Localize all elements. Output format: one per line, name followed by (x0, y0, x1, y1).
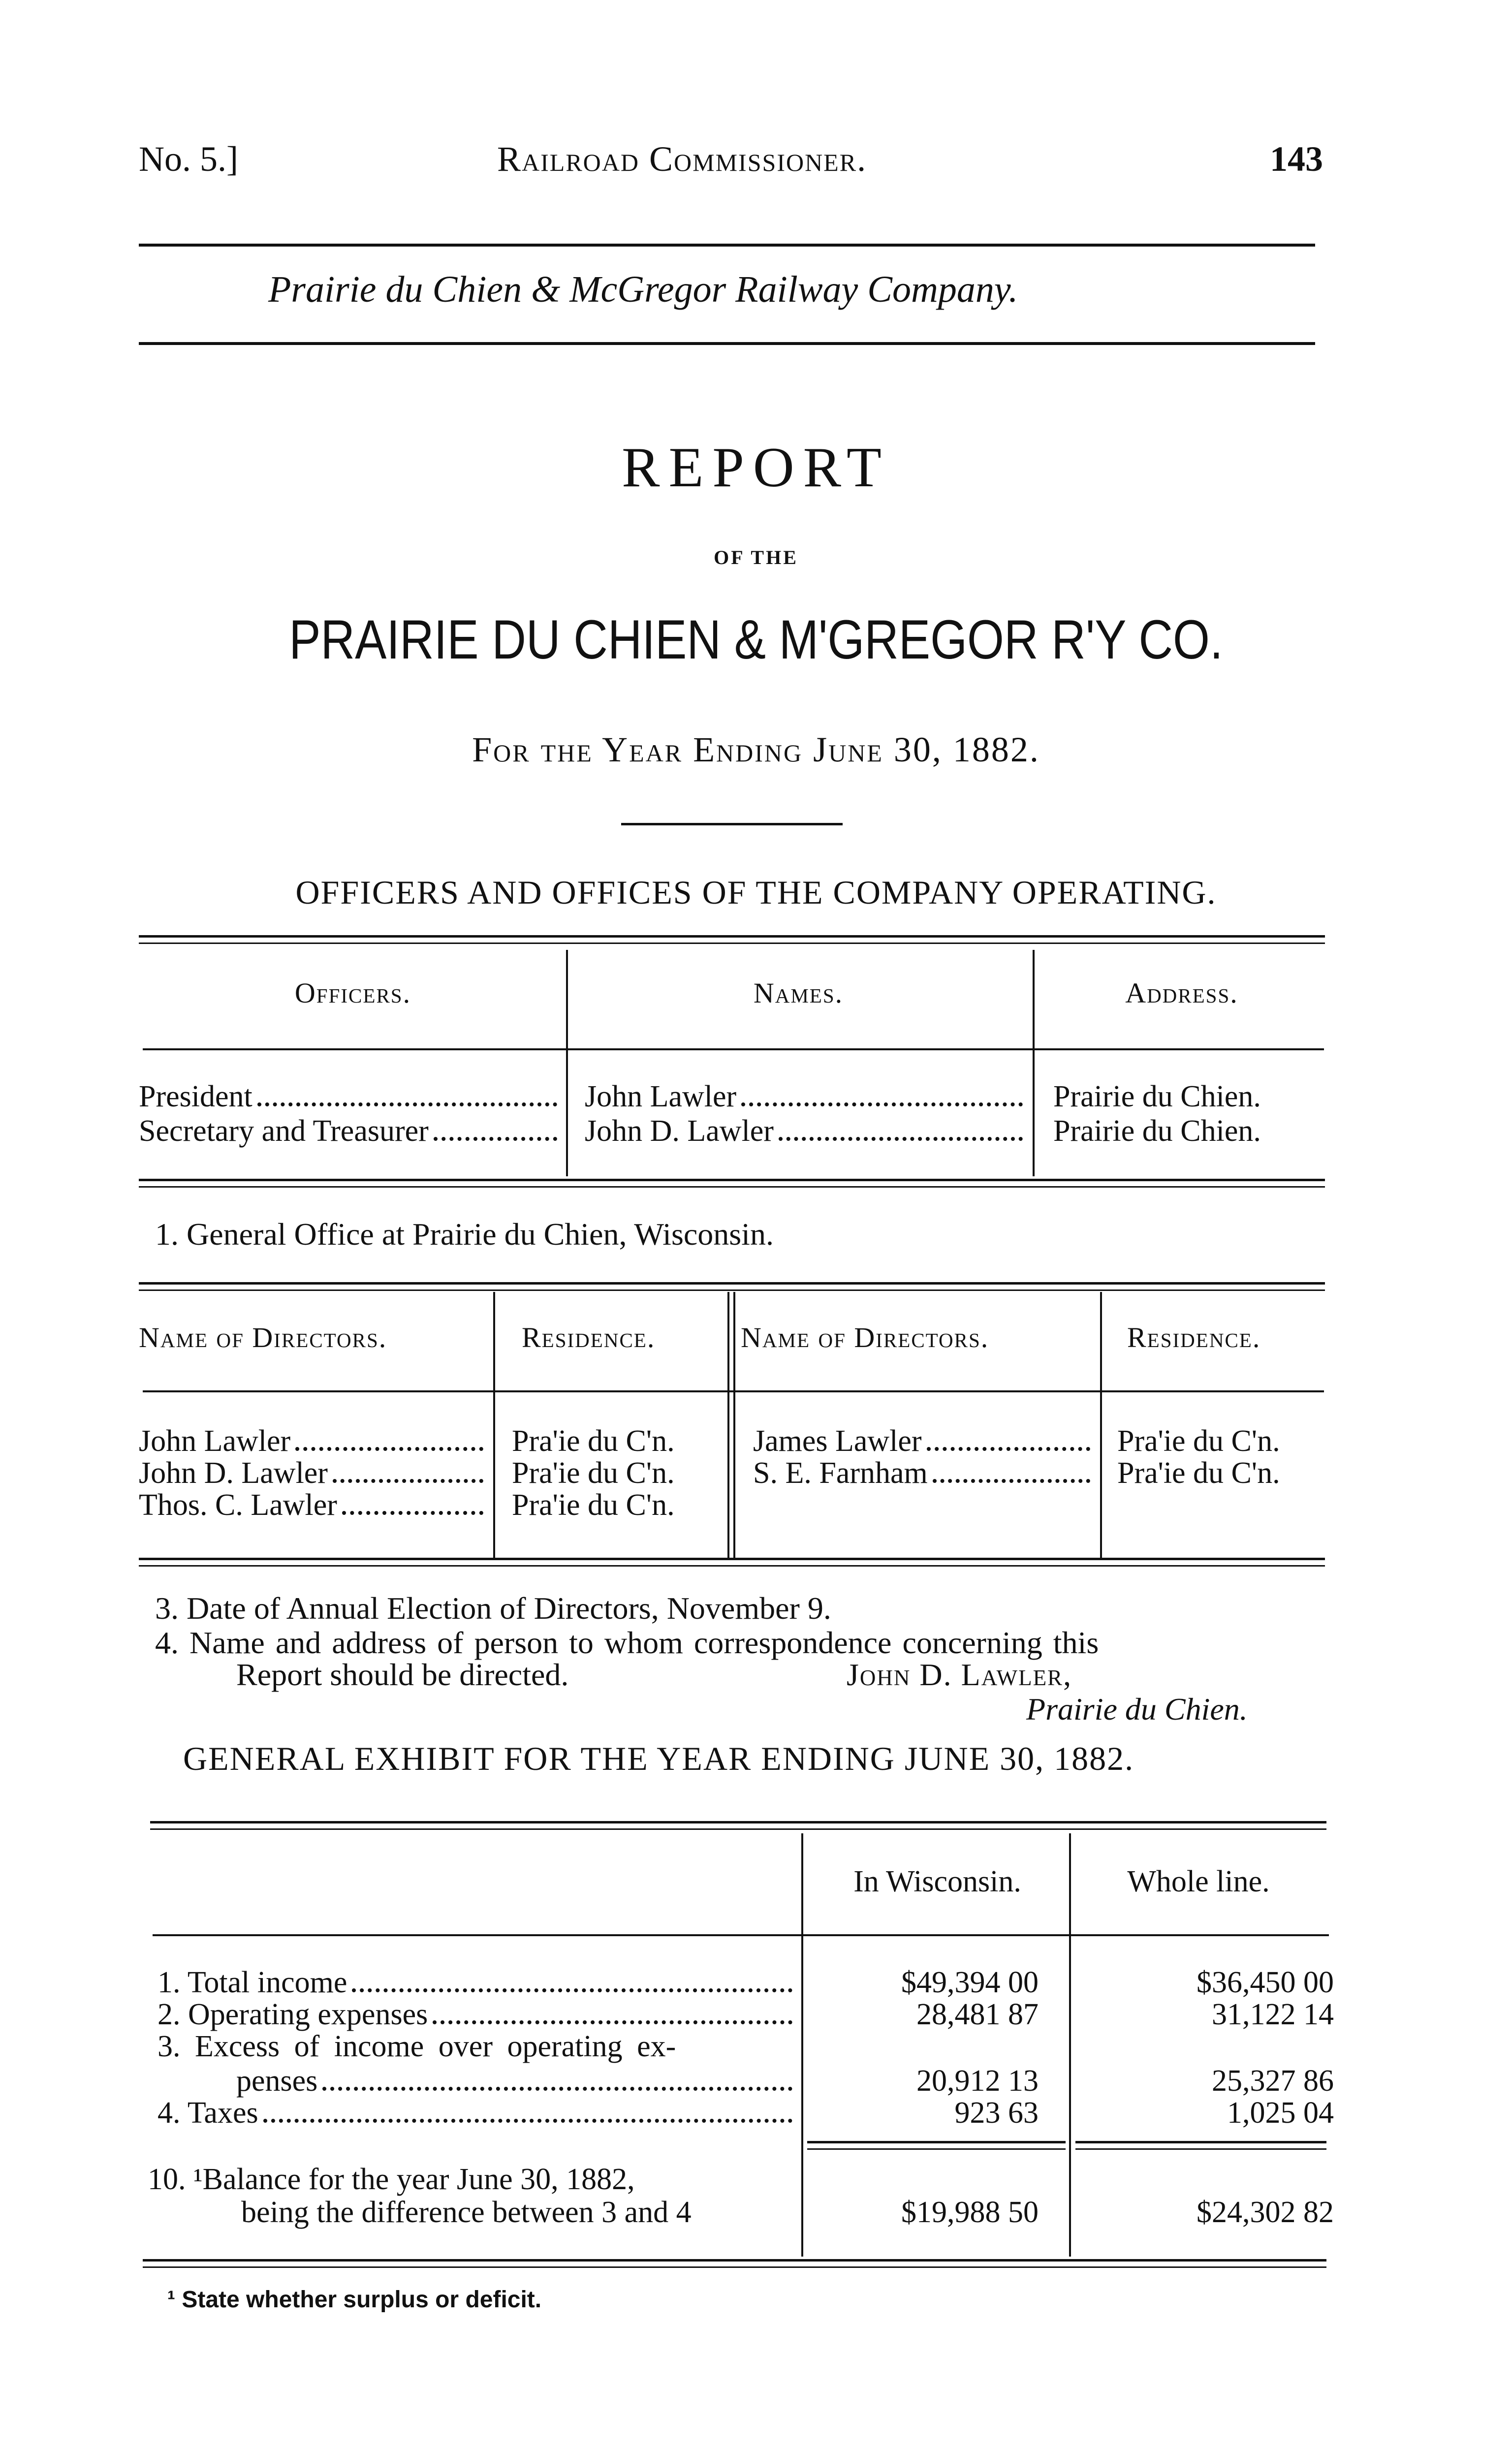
exhibit-divider-2 (1069, 1833, 1071, 2257)
officers-divider-2 (1033, 950, 1035, 1176)
exhibit-row-3-wisconsin: 20,912 13 (916, 2064, 1039, 2098)
dir-col-res-2: Residence. (1127, 1321, 1261, 1353)
col-address: Address. (1125, 977, 1238, 1009)
exhibit-header-rule (153, 1934, 1329, 1936)
exhibit-totals-rule-whole (1075, 2141, 1326, 2150)
of-the: OF THE (714, 546, 798, 568)
officer-row-1-name (585, 1080, 1028, 1113)
officers-bottom-rule (139, 1179, 1325, 1188)
balance-wisconsin: $19,988 50 (901, 2196, 1039, 2229)
header-left: No. 5.] (139, 139, 238, 179)
contact-place: Prairie du Chien. (1026, 1692, 1248, 1727)
balance-label-2: being the difference between 3 and 4 (241, 2196, 692, 2229)
exhibit-row-4-wisconsin: 923 63 (954, 2096, 1039, 2130)
running-title: Railroad Commissioner. (497, 139, 867, 179)
director-name: John D. Lawler (139, 1456, 328, 1490)
officers-top-rule (139, 935, 1325, 944)
office-title: Secretary and Treasurer (139, 1114, 429, 1148)
exhibit-heading: GENERAL EXHIBIT FOR THE YEAR ENDING JUNE 30, 1882. (183, 1740, 1134, 1777)
dir-col-res-1: Residence. (522, 1321, 656, 1353)
directors-divider-2b (733, 1292, 735, 1558)
title-short-rule (621, 823, 843, 825)
row-label: 1. Total income (158, 1966, 347, 1999)
office-title: President (139, 1080, 252, 1113)
row-label: 2. Operating expenses (158, 1998, 428, 2031)
exhibit-row-3-label (236, 2065, 797, 2098)
exhibit-bottom-rule (143, 2259, 1326, 2268)
exhibit-row-3-label-1: 3. Excess of income over operating ex- (158, 2030, 676, 2063)
exhibit-row-4-whole: 1,025 04 (1227, 2096, 1334, 2130)
company-subtitle: Prairie du Chien & McGregor Railway Company. (268, 269, 1018, 310)
officer-name: John D. Lawler (585, 1114, 774, 1148)
director-left-2-res: Pra'ie du C'n. (512, 1456, 675, 1490)
officers-divider-1 (566, 950, 568, 1176)
director-name: S. E. Farnham (753, 1456, 928, 1490)
director-right-1-res: Pra'ie du C'n. (1117, 1424, 1280, 1458)
directors-bottom-rule (139, 1558, 1325, 1567)
officer-row-2-address: Prairie du Chien. (1053, 1114, 1261, 1148)
dir-col-name-1: Name of Directors. (139, 1321, 387, 1353)
director-right-1 (753, 1425, 1095, 1458)
election-note: 3. Date of Annual Election of Directors, November 9. (155, 1591, 831, 1626)
correspondence-note-2: Report should be directed. (236, 1657, 569, 1692)
general-office: 1. General Office at Prairie du Chien, Wisconsin. (155, 1217, 774, 1252)
director-right-2-res: Pra'ie du C'n. (1117, 1456, 1280, 1490)
director-name: Thos. C. Lawler (139, 1488, 337, 1522)
subtitle-rule (139, 342, 1315, 345)
exhibit-row-4-label (158, 2097, 797, 2130)
director-name: James Lawler (753, 1424, 922, 1458)
officers-header-rule (143, 1048, 1324, 1050)
officer-name: John Lawler (585, 1080, 737, 1113)
directors-divider-2a (727, 1292, 729, 1558)
footnote: ¹ State whether surplus or deficit. (167, 2287, 542, 2313)
balance-whole: $24,302 82 (1197, 2196, 1334, 2229)
exhibit-top-rule (150, 1821, 1326, 1830)
report-title: REPORT (622, 436, 890, 499)
director-name: John Lawler (139, 1424, 291, 1458)
exhibit-col-whole: Whole line. (1127, 1865, 1270, 1898)
exhibit-row-1-label (158, 1966, 797, 1999)
directors-top-rule (139, 1282, 1325, 1291)
dir-col-name-2: Name of Directors. (741, 1321, 989, 1353)
officer-row-2-office (139, 1115, 562, 1148)
exhibit-col-wisconsin: In Wisconsin. (853, 1865, 1021, 1898)
col-names: Names. (753, 977, 844, 1009)
exhibit-row-2-whole: 31,122 14 (1212, 1998, 1334, 2031)
directors-divider-3 (1100, 1292, 1102, 1558)
director-left-1 (139, 1425, 488, 1458)
balance-label-1: 10. ¹Balance for the year June 30, 1882, (148, 2163, 635, 2196)
company-name: PRAIRIE DU CHIEN & M'GREGOR R'Y CO. (289, 609, 1223, 670)
exhibit-row-2-label (158, 1998, 797, 2031)
header-rule (139, 244, 1315, 247)
officers-heading: OFFICERS AND OFFICES OF THE COMPANY OPERATING. (295, 874, 1217, 911)
contact-name: John D. Lawler, (847, 1657, 1072, 1692)
director-right-2 (753, 1457, 1095, 1490)
row-label: penses (236, 2064, 318, 2098)
officer-row-1-address: Prairie du Chien. (1053, 1080, 1261, 1113)
director-left-3 (139, 1489, 488, 1522)
year-line: For the Year Ending June 30, 1882. (472, 730, 1040, 769)
row-label: 4. Taxes (158, 2096, 258, 2130)
exhibit-row-1-whole: $36,450 00 (1197, 1966, 1334, 1999)
directors-divider-1 (493, 1292, 495, 1558)
col-officers: Officers. (294, 977, 411, 1009)
director-left-1-res: Pra'ie du C'n. (512, 1424, 675, 1458)
exhibit-row-2-wisconsin: 28,481 87 (916, 1998, 1039, 2031)
exhibit-row-1-wisconsin: $49,394 00 (901, 1966, 1039, 1999)
exhibit-divider-1 (801, 1833, 803, 2257)
director-left-2 (139, 1457, 488, 1490)
correspondence-note-1: 4. Name and address of person to whom correspondence concerning this (155, 1625, 1099, 1660)
director-left-3-res: Pra'ie du C'n. (512, 1488, 675, 1522)
exhibit-totals-rule-wisconsin (807, 2141, 1066, 2150)
exhibit-row-3-whole: 25,327 86 (1212, 2064, 1334, 2098)
officer-row-1-office (139, 1080, 562, 1113)
officer-row-2-name (585, 1115, 1028, 1148)
page-number: 143 (1270, 139, 1323, 179)
